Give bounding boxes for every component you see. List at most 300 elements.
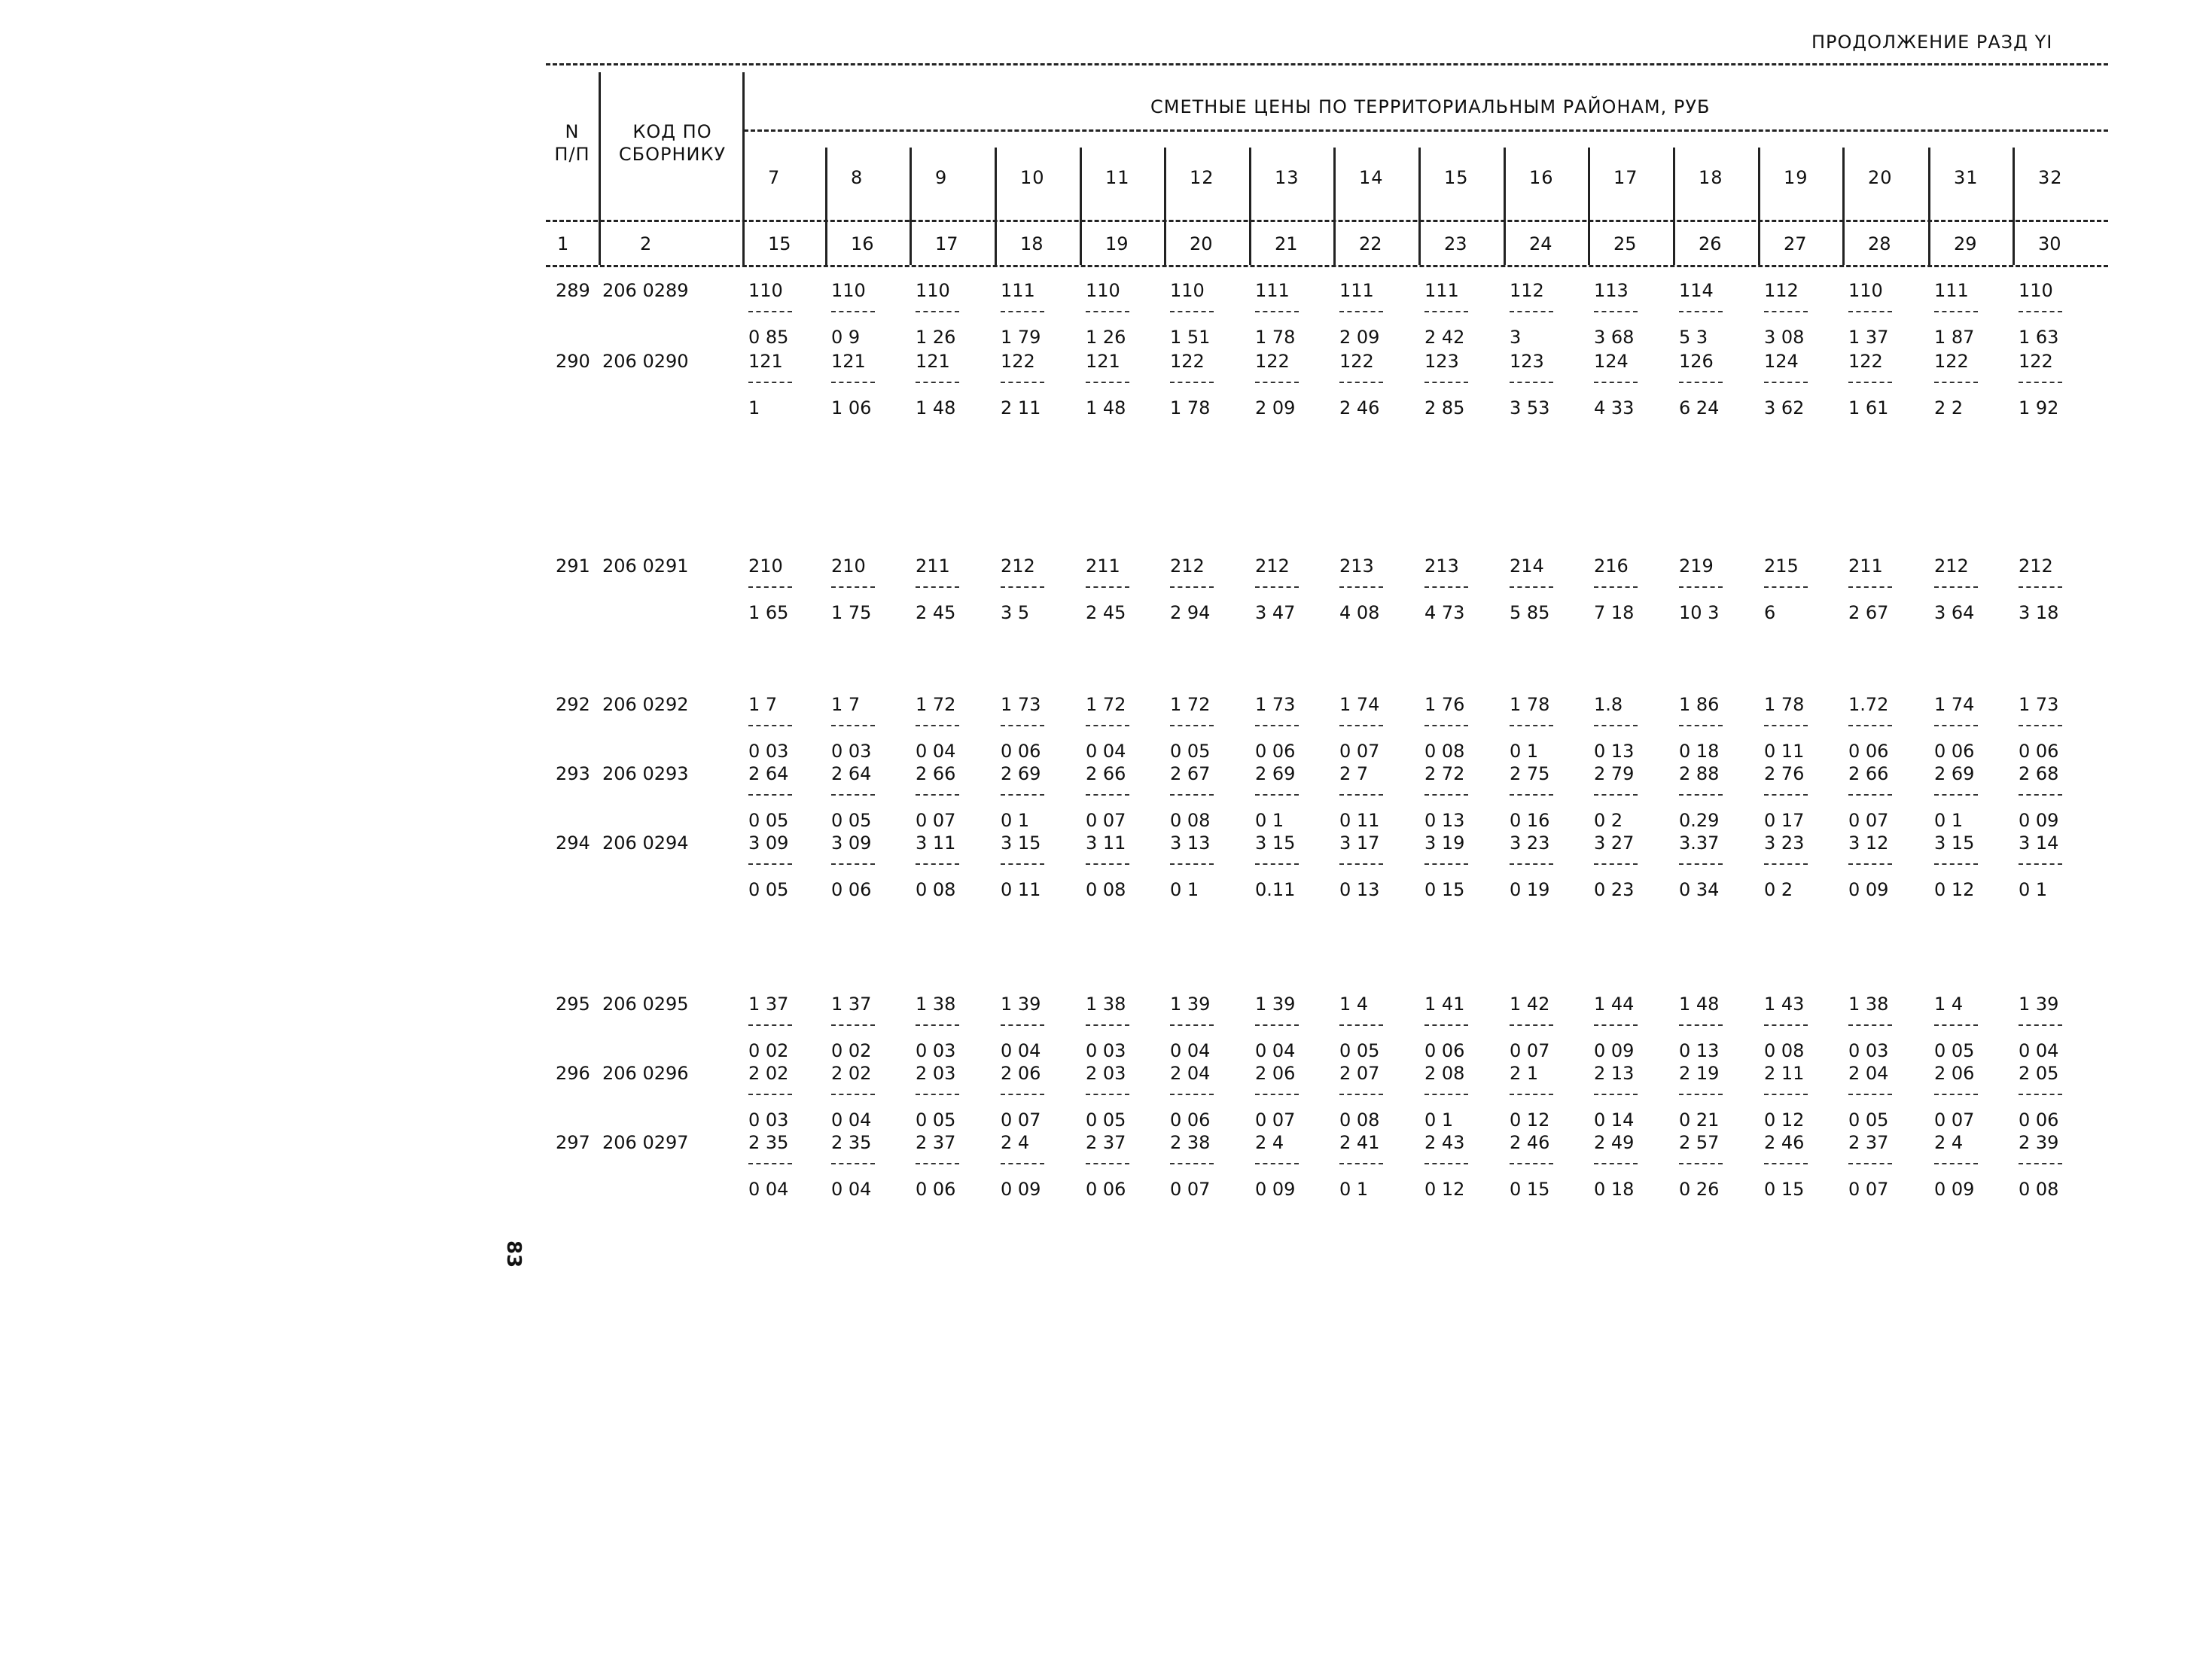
fraction-rule [1510, 1163, 1553, 1164]
price-top: 2 46 [1764, 1132, 1805, 1153]
price-bottom: 0 04 [1255, 1040, 1296, 1061]
price-bottom: 0 15 [1764, 1179, 1805, 1200]
fraction-rule [916, 1163, 959, 1164]
price-top: 1 78 [1764, 694, 1805, 715]
price-top: 212 [2019, 555, 2053, 577]
fraction-rule [1848, 382, 1892, 383]
col-code-header: КОД ПО СБОРНИКУ [618, 121, 727, 165]
fraction-rule [1170, 863, 1214, 865]
fraction-rule [1679, 794, 1723, 796]
price-top: 111 [1934, 280, 1969, 301]
price-top: 1 39 [1255, 994, 1296, 1015]
fraction-rule [1339, 1024, 1383, 1026]
price-top: 3 09 [831, 832, 872, 854]
fraction-rule [2019, 586, 2062, 588]
price-bottom: 0 12 [1424, 1179, 1465, 1200]
fraction-rule [1339, 725, 1383, 726]
fraction-rule [2019, 382, 2062, 383]
fraction-rule [1679, 725, 1723, 726]
price-bottom: 0 03 [1848, 1040, 1889, 1061]
price-top: 1 74 [1934, 694, 1975, 715]
continuation-title: ПРОДОЛЖЕНИЕ РАЗД YI [1811, 32, 2053, 53]
price-top: 1 7 [748, 694, 778, 715]
price-top: 3 19 [1424, 832, 1465, 854]
col-number-26: 26 [1699, 233, 1722, 254]
row-number: 295 [556, 994, 590, 1015]
fraction-rule [1339, 382, 1383, 383]
fraction-rule [1848, 311, 1892, 312]
col-number-29: 29 [1954, 233, 1977, 254]
price-top: 2 64 [831, 763, 872, 784]
fraction-rule [1594, 586, 1638, 588]
price-bottom: 0 06 [1848, 741, 1889, 762]
price-top: 212 [1934, 555, 1969, 577]
price-top: 1 7 [831, 694, 861, 715]
region-header-11: 11 [1105, 167, 1130, 188]
fraction-rule [1170, 1094, 1214, 1095]
fraction-rule [1001, 794, 1044, 796]
price-top: 212 [1255, 555, 1290, 577]
price-bottom: 2 45 [916, 602, 956, 623]
price-top: 1 86 [1679, 694, 1720, 715]
price-bottom: 0 05 [916, 1109, 956, 1131]
price-bottom: 0 06 [2019, 1109, 2059, 1131]
region-divider [1418, 148, 1421, 265]
region-header-7: 7 [768, 167, 781, 188]
fraction-rule [1086, 382, 1129, 383]
price-top: 211 [1848, 555, 1883, 577]
price-bottom: 0 03 [748, 741, 789, 762]
price-top: 121 [1086, 351, 1120, 372]
price-bottom: 3 62 [1764, 397, 1805, 418]
price-top: 1 73 [1255, 694, 1296, 715]
price-bottom: 0 13 [1339, 879, 1380, 900]
price-bottom: 10 3 [1679, 602, 1720, 623]
price-bottom: 1 26 [916, 327, 956, 348]
price-top: 1 41 [1424, 994, 1465, 1015]
price-top: 3 12 [1848, 832, 1889, 854]
price-top: 2 4 [1255, 1132, 1284, 1153]
price-bottom: 3 47 [1255, 602, 1296, 623]
price-top: 2 75 [1510, 763, 1550, 784]
price-top: 219 [1679, 555, 1714, 577]
price-top: 1 4 [1339, 994, 1369, 1015]
price-bottom: 2 09 [1255, 397, 1296, 418]
price-top: 1.8 [1594, 694, 1623, 715]
fraction-rule [1255, 311, 1299, 312]
price-bottom: 0 07 [1510, 1040, 1550, 1061]
price-bottom: 5 85 [1510, 602, 1550, 623]
row-code: 206 0297 [602, 1132, 689, 1153]
price-top: 2 88 [1679, 763, 1720, 784]
price-top: 111 [1001, 280, 1035, 301]
price-top: 110 [1848, 280, 1883, 301]
price-top: 113 [1594, 280, 1629, 301]
price-bottom: 0 05 [748, 879, 789, 900]
fraction-rule [1424, 311, 1468, 312]
region-divider [910, 148, 912, 265]
price-bottom: 0.29 [1679, 810, 1720, 831]
price-bottom: 6 24 [1679, 397, 1720, 418]
header-mid-rule [546, 220, 2108, 222]
fraction-rule [2019, 725, 2062, 726]
region-divider [825, 148, 827, 265]
price-bottom: 0 09 [1934, 1179, 1975, 1200]
price-bottom: 0 06 [1001, 741, 1041, 762]
region-divider [1928, 148, 1930, 265]
price-top: 2 7 [1339, 763, 1369, 784]
price-top: 3 23 [1510, 832, 1550, 854]
price-top: 2 79 [1594, 763, 1635, 784]
price-top: 2 49 [1594, 1132, 1635, 1153]
fraction-rule [1934, 1094, 1978, 1095]
price-top: 2 66 [1848, 763, 1889, 784]
price-bottom: 2 94 [1170, 602, 1211, 623]
price-top: 213 [1424, 555, 1459, 577]
price-bottom: 5 3 [1679, 327, 1708, 348]
col-number-28: 28 [1868, 233, 1891, 254]
price-bottom: 0 12 [1764, 1109, 1805, 1131]
fraction-rule [1086, 794, 1129, 796]
price-top: 122 [1934, 351, 1969, 372]
price-top: 3 11 [1086, 832, 1126, 854]
region-header-9: 9 [935, 167, 948, 188]
col-number-19: 19 [1105, 233, 1129, 254]
price-bottom: 1 79 [1001, 327, 1041, 348]
price-top: 1 48 [1679, 994, 1720, 1015]
region-divider [1842, 148, 1845, 265]
price-bottom: 3 53 [1510, 397, 1550, 418]
price-top: 2 66 [1086, 763, 1126, 784]
fraction-rule [1086, 725, 1129, 726]
fraction-rule [1424, 586, 1468, 588]
price-bottom: 0 18 [1594, 1179, 1635, 1200]
fraction-rule [1255, 1094, 1299, 1095]
fraction-rule [1001, 725, 1044, 726]
price-bottom: 0 03 [916, 1040, 956, 1061]
price-top: 110 [831, 280, 866, 301]
fraction-rule [1764, 863, 1808, 865]
price-bottom: 2 42 [1424, 327, 1465, 348]
col-number-16: 16 [851, 233, 874, 254]
price-bottom: 0 07 [1848, 1179, 1889, 1200]
fraction-rule [1001, 311, 1044, 312]
price-bottom: 0 07 [1934, 1109, 1975, 1131]
price-top: 122 [1170, 351, 1205, 372]
price-bottom: 1 61 [1848, 397, 1889, 418]
fraction-rule [2019, 1163, 2062, 1164]
fraction-rule [1934, 586, 1978, 588]
region-divider [1249, 148, 1251, 265]
price-top: 211 [1086, 555, 1120, 577]
price-bottom: 2 11 [1001, 397, 1041, 418]
region-header-10: 10 [1020, 167, 1045, 188]
fraction-rule [748, 863, 792, 865]
price-top: 111 [1424, 280, 1459, 301]
price-bottom: 0 09 [1848, 879, 1889, 900]
fraction-rule [1764, 1163, 1808, 1164]
region-header-16: 16 [1529, 167, 1554, 188]
fraction-rule [1086, 863, 1129, 865]
price-bottom: 4 08 [1339, 602, 1380, 623]
price-bottom: 0 09 [1594, 1040, 1635, 1061]
col-number-24: 24 [1529, 233, 1552, 254]
fraction-rule [1848, 1024, 1892, 1026]
price-bottom: 1 63 [2019, 327, 2059, 348]
price-top: 2 35 [748, 1132, 789, 1153]
fraction-rule [1594, 863, 1638, 865]
fraction-rule [1934, 382, 1978, 383]
price-top: 121 [916, 351, 950, 372]
region-header-14: 14 [1359, 167, 1384, 188]
price-bottom: 0 06 [1424, 1040, 1465, 1061]
price-top: 2 38 [1170, 1132, 1211, 1153]
price-bottom: 0 08 [1170, 810, 1211, 831]
fraction-rule [1764, 1024, 1808, 1026]
region-header-20: 20 [1868, 167, 1893, 188]
region-divider [995, 148, 997, 265]
fraction-rule [748, 725, 792, 726]
price-top: 114 [1679, 280, 1714, 301]
price-bottom: 0 04 [916, 741, 956, 762]
fraction-rule [1764, 1094, 1808, 1095]
fraction-rule [1001, 382, 1044, 383]
price-bottom: 0 1 [2019, 879, 2048, 900]
fraction-rule [1848, 725, 1892, 726]
price-bottom: 2 46 [1339, 397, 1380, 418]
price-bottom: 0 1 [1255, 810, 1284, 831]
price-bottom: 0 15 [1424, 879, 1465, 900]
price-bottom: 0 08 [2019, 1179, 2059, 1200]
price-bottom: 3 18 [2019, 602, 2059, 623]
price-bottom: 0 18 [1679, 741, 1720, 762]
row-code: 206 0291 [602, 555, 689, 577]
price-bottom: 2 09 [1339, 327, 1380, 348]
price-bottom: 3 5 [1001, 602, 1030, 623]
price-top: 1 39 [1170, 994, 1211, 1015]
fraction-rule [1594, 794, 1638, 796]
price-top: 110 [1086, 280, 1120, 301]
region-header-17: 17 [1613, 167, 1638, 188]
price-bottom: 0 05 [1934, 1040, 1975, 1061]
price-bottom: 1 37 [1848, 327, 1889, 348]
row-number: 290 [556, 351, 590, 372]
price-bottom: 0 02 [831, 1040, 872, 1061]
price-top: 2 02 [831, 1063, 872, 1084]
price-top: 126 [1679, 351, 1714, 372]
col-number-20: 20 [1190, 233, 1213, 254]
fraction-rule [1934, 1163, 1978, 1164]
region-divider [1080, 148, 1082, 265]
price-top: 1 73 [2019, 694, 2059, 715]
price-top: 3 09 [748, 832, 789, 854]
price-top: 2 39 [2019, 1132, 2059, 1153]
price-top: 3 17 [1339, 832, 1380, 854]
price-bottom: 7 18 [1594, 602, 1635, 623]
price-top: 2 76 [1764, 763, 1805, 784]
fraction-rule [1679, 382, 1723, 383]
price-top: 124 [1594, 351, 1629, 372]
price-bottom: 0 04 [1001, 1040, 1041, 1061]
price-top: 122 [1848, 351, 1883, 372]
fraction-rule [1086, 311, 1129, 312]
fraction-rule [748, 794, 792, 796]
fraction-rule [1170, 586, 1214, 588]
price-top: 2 43 [1424, 1132, 1465, 1153]
price-top: 2 68 [2019, 763, 2059, 784]
price-top: 110 [1170, 280, 1205, 301]
price-bottom: 0 08 [1424, 741, 1465, 762]
price-top: 1 73 [1001, 694, 1041, 715]
price-bottom: 1 92 [2019, 397, 2059, 418]
region-header-18: 18 [1699, 167, 1723, 188]
fraction-rule [1001, 1094, 1044, 1095]
region-header-12: 12 [1190, 167, 1214, 188]
price-top: 2 46 [1510, 1132, 1550, 1153]
fraction-rule [831, 725, 875, 726]
price-bottom: 0 09 [2019, 810, 2059, 831]
fraction-rule [1510, 725, 1553, 726]
fraction-rule [1510, 382, 1553, 383]
price-bottom: 0 07 [1001, 1109, 1041, 1131]
price-bottom: 0 23 [1594, 879, 1635, 900]
region-divider [1504, 148, 1506, 265]
price-top: 2 03 [916, 1063, 956, 1084]
fraction-rule [1255, 382, 1299, 383]
fraction-rule [1339, 1094, 1383, 1095]
fraction-rule [1424, 725, 1468, 726]
col-number-15: 15 [768, 233, 791, 254]
col-number-25: 25 [1613, 233, 1637, 254]
price-bottom: 0 14 [1594, 1109, 1635, 1131]
fraction-rule [1170, 311, 1214, 312]
fraction-rule [1170, 725, 1214, 726]
fraction-rule [1934, 863, 1978, 865]
fraction-rule [1510, 794, 1553, 796]
price-bottom: 0 26 [1679, 1179, 1720, 1200]
price-top: 2 11 [1764, 1063, 1805, 1084]
region-divider [1333, 148, 1336, 265]
price-top: 1 76 [1424, 694, 1465, 715]
region-divider [1164, 148, 1166, 265]
price-bottom: 0 07 [1848, 810, 1889, 831]
price-top: 2 05 [2019, 1063, 2059, 1084]
fraction-rule [1086, 586, 1129, 588]
fraction-rule [1594, 725, 1638, 726]
price-top: 1 39 [1001, 994, 1041, 1015]
price-top: 2 57 [1679, 1132, 1720, 1153]
price-bottom: 0 02 [748, 1040, 789, 1061]
fraction-rule [1679, 1024, 1723, 1026]
fraction-rule [1170, 1163, 1214, 1164]
price-bottom: 0 04 [831, 1179, 872, 1200]
price-top: 2 37 [1848, 1132, 1889, 1153]
price-top: 1 72 [1170, 694, 1211, 715]
fraction-rule [2019, 1024, 2062, 1026]
price-bottom: 0 12 [1934, 879, 1975, 900]
fraction-rule [1255, 863, 1299, 865]
price-top: 121 [831, 351, 866, 372]
fraction-rule [831, 382, 875, 383]
price-top: 2 64 [748, 763, 789, 784]
col-number-1: 1 [557, 233, 569, 254]
price-bottom: 0 06 [831, 879, 872, 900]
price-bottom: 0 1 [1170, 879, 1199, 900]
col-np-divider [599, 72, 601, 265]
price-top: 2 41 [1339, 1132, 1380, 1153]
row-number: 293 [556, 763, 590, 784]
fraction-rule [2019, 794, 2062, 796]
fraction-rule [1339, 311, 1383, 312]
fraction-rule [1848, 863, 1892, 865]
region-header-8: 8 [851, 167, 864, 188]
price-bottom: 0 07 [1170, 1179, 1211, 1200]
price-top: 2 1 [1510, 1063, 1539, 1084]
price-top: 3 11 [916, 832, 956, 854]
fraction-rule [831, 586, 875, 588]
price-top: 1 72 [916, 694, 956, 715]
price-bottom: 0 04 [1086, 741, 1126, 762]
fraction-rule [1086, 1094, 1129, 1095]
price-bottom: 0.11 [1255, 879, 1296, 900]
price-top: 123 [1510, 351, 1544, 372]
price-bottom: 1 51 [1170, 327, 1211, 348]
fraction-rule [916, 1024, 959, 1026]
region-divider [2013, 148, 2015, 265]
fraction-rule [1170, 382, 1214, 383]
price-bottom: 3 08 [1764, 327, 1805, 348]
price-top: 1 44 [1594, 994, 1635, 1015]
price-bottom: 0 13 [1594, 741, 1635, 762]
price-top: 111 [1339, 280, 1374, 301]
price-bottom: 0 1 [1339, 1179, 1369, 1200]
price-top: 122 [2019, 351, 2053, 372]
price-top: 123 [1424, 351, 1459, 372]
price-bottom: 0 11 [1339, 810, 1380, 831]
price-bottom: 0 19 [1510, 879, 1550, 900]
price-top: 122 [1001, 351, 1035, 372]
fraction-rule [1764, 382, 1808, 383]
fraction-rule [1424, 1024, 1468, 1026]
price-top: 2 04 [1170, 1063, 1211, 1084]
fraction-rule [1424, 863, 1468, 865]
fraction-rule [916, 863, 959, 865]
fraction-rule [1255, 586, 1299, 588]
price-top: 110 [916, 280, 950, 301]
fraction-rule [1255, 1163, 1299, 1164]
region-header-19: 19 [1784, 167, 1808, 188]
row-code: 206 0296 [602, 1063, 689, 1084]
price-bottom: 6 [1764, 602, 1776, 623]
price-top: 211 [916, 555, 950, 577]
fraction-rule [916, 382, 959, 383]
price-top: 2 06 [1255, 1063, 1296, 1084]
price-top: 2 72 [1424, 763, 1465, 784]
fraction-rule [1679, 311, 1723, 312]
price-bottom: 0 13 [1679, 1040, 1720, 1061]
price-bottom: 2 85 [1424, 397, 1465, 418]
price-bottom: 2 67 [1848, 602, 1889, 623]
price-top: 2 69 [1934, 763, 1975, 784]
fraction-rule [1848, 1163, 1892, 1164]
price-top: 2 4 [1934, 1132, 1964, 1153]
fraction-rule [1255, 794, 1299, 796]
price-top: 3 13 [1170, 832, 1211, 854]
price-bottom: 0 85 [748, 327, 789, 348]
price-bottom: 0 13 [1424, 810, 1465, 831]
price-top: 1 43 [1764, 994, 1805, 1015]
price-bottom: 0 1 [1934, 810, 1964, 831]
